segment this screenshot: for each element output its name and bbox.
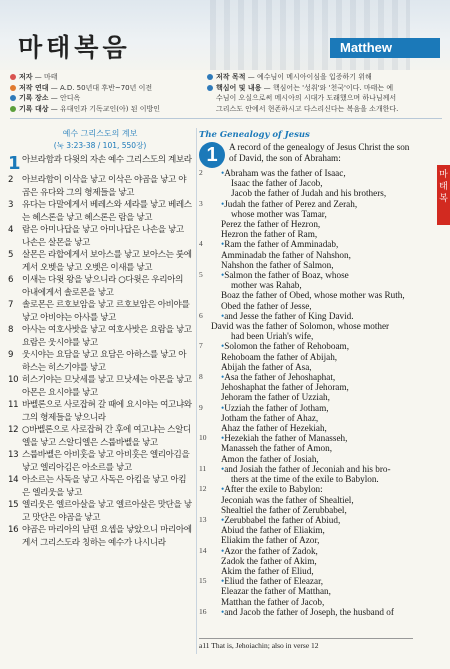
page-header [0,0,450,70]
english-verse-text: A record of the genealogy of Jesus Christ the son of David, the son of Abraham: [229,142,410,163]
line-text: Akim the father of Eliud, [221,565,314,576]
verse-number: 11 [8,400,19,410]
verse-number [199,362,211,372]
verse-bullet-icon: • [221,484,225,495]
line-text: Abraham was the father of Isaac, [224,168,346,178]
korean-verse-text: 아브라함과 다윗의 자손 예수 그리스도의 계보라 [22,155,192,165]
info-value: 안디옥 [59,94,81,102]
english-line [199,576,413,586]
english-line [199,403,413,413]
korean-verse-text: 아브라함이 이삭을 낳고 이삭은 야곱을 낳고 야곱은 유다와 그의 형제들을 낳고 [22,175,187,198]
verse-number [199,495,211,505]
english-line-text [211,219,413,229]
english-line-text [211,525,413,535]
english-line-text [211,556,413,566]
english-line-text [211,290,413,300]
verse-number: 14 [8,475,19,485]
korean-verse [8,154,192,174]
korean-verse [8,474,192,499]
english-section-heading: The Genealogy of Jesus [199,130,310,140]
info-indent [207,105,216,113]
verse-number-1: 1 [199,142,225,168]
line-text: and Jacob the father of Joseph, the husband of [224,606,394,617]
info-indent [207,94,216,102]
english-line-text [211,260,413,270]
english-line-text [211,576,413,586]
korean-verse [8,224,192,249]
line-text: Jehoram the father of Uzziah, [221,392,330,403]
line-text: Nahshon the father of Salmon, [221,259,334,270]
verse-number [199,382,211,392]
verse-number: 2 [199,168,203,177]
english-line-text [211,352,413,362]
korean-verse-text: 아소르는 사독을 낳고 사독은 아킴을 낳고 아킴은 엘리웃을 낳고 [22,475,187,498]
verse-number [199,525,211,535]
korean-verse-text: 솔로몬은 르호보암을 낳고 르호보암은 아비야를 낳고 아비야는 아사를 낳고 [22,300,190,323]
line-text: Eleazar the father of Matthan, [221,586,331,597]
verse-number [199,474,211,484]
book-info-right [207,72,447,114]
english-line [199,597,413,607]
line-text: Perez the father of Hezron, [221,219,321,230]
korean-cross-reference: (눅 3:23-38 / 101, 550장) [53,141,147,150]
line-text: Abiud the father of Eliakim, [221,525,325,536]
column-divider [196,128,197,654]
english-line [199,280,413,290]
book-info-left [10,72,200,114]
english-line-text [211,250,413,260]
line-text: Hezron the father of Ram, [221,229,318,240]
verse-number [199,392,211,402]
verse-bullet-icon: • [221,239,225,250]
verse-bullet-icon: • [221,168,225,178]
verse-number [199,290,211,300]
english-line-text [211,597,413,607]
english-line [199,209,413,219]
line-text: thers at the time of the exile to Babylon. [231,474,379,485]
line-text: Jehoshaphat the father of Jehoram, [221,382,349,393]
korean-verse-text: 살몬은 라합에게서 보아스를 낳고 보아스는 룻에게서 오벳을 낳고 오벳은 이새를 낳고 [22,250,192,273]
english-line [199,413,413,423]
verse-bullet-icon: • [221,198,225,209]
info-value: 유대인과 기독교인(아) 된 이방인 [59,104,160,113]
english-line-text [211,280,413,290]
verse-number [199,505,211,515]
verse-number: 6 [8,275,14,285]
line-text: and Jesse the father of King David. [224,310,354,321]
korean-verse-text: 유다는 다말에게서 베레스와 세라를 낳고 베레스는 헤스론을 낳고 헤스론은 람을 낳고 [22,200,192,223]
english-line-text [211,372,413,382]
footnote: a11 That is, Jehoiachin; also in verse 12 [199,638,413,650]
line-text: Shealtiel the father of Zerubbabel, [221,504,347,515]
info-key: 저작 연대 [19,83,49,92]
verse-number [199,331,211,341]
line-text: Azor the father of Zadok, [224,545,318,556]
verse-number: 15 [199,576,207,586]
english-line [199,464,413,474]
english-line-text [211,178,413,188]
info-key: 기록 대상 [19,104,49,113]
korean-verse-text: 바벨론으로 사로잡혀 갈 때에 요시야는 여고냐와 그의 형제들을 낳으니라 [22,400,192,423]
verse-number [199,443,211,453]
verse-number: 10 [199,433,207,443]
info-row: 저작 목적 — 예수님이 메시아이심을 입증하기 위해 [207,72,447,83]
english-line-text [211,321,413,331]
info-row: 기록 대상 — 유대인과 기독교인(아) 된 이방인 [10,104,200,115]
line-text: Ram the father of Amminadab, [224,239,339,250]
korean-section-heading: 예수 그리스도의 계보 [62,129,138,138]
line-text: Asa the father of Jehoshaphat, [224,372,336,383]
korean-verse-text: 야곱은 마리아의 남편 요셉을 낳았으니 마리아에게서 그리스도라 칭하는 예수가 나시니라 [22,525,192,548]
english-line [199,219,413,229]
verse-number: 7 [199,341,203,351]
line-text: mother was Rahab, [231,280,302,291]
verse-number [199,250,211,260]
line-text: Solomon the father of Rehoboam, [224,341,349,352]
info-key: 핵심어 및 내용 [216,83,262,92]
info-bullet-icon [10,106,16,112]
line-text: Abijah the father of Asa, [221,361,312,372]
korean-verse [8,199,192,224]
english-line [199,515,413,525]
english-line [199,392,413,402]
korean-verse [8,324,192,349]
verse-number: 10 [8,375,19,385]
line-text: Ahaz the father of Hezekiah, [221,423,327,434]
verse-number [199,556,211,566]
verse-bullet-icon: • [221,545,225,556]
line-text: Rehoboam the father of Abijah, [221,351,338,362]
english-column [199,130,413,617]
english-line-text [211,454,413,464]
verse-number: 16 [8,525,19,535]
english-line-text [211,209,413,219]
info-bullet-icon [207,85,213,91]
english-line [199,382,413,392]
line-text: Hezekiah the father of Manasseh, [224,433,348,444]
english-line-text [211,301,413,311]
line-text: Zerubbabel the father of Abiud, [224,514,341,525]
english-line [199,525,413,535]
verse-number: 9 [8,350,14,360]
english-line [199,188,413,198]
info-bullet-icon [207,74,213,80]
english-line [199,229,413,239]
verse-number: 2 [8,175,14,185]
verse-number [199,178,211,188]
english-line-text [211,474,413,484]
info-value: 핵심어는 '성취'와 '천국'이다. 마태는 예 [272,83,394,92]
verse-number: 15 [8,500,19,510]
english-line [199,546,413,556]
info-bullet-icon [10,85,16,91]
verse-bullet-icon: • [221,576,225,587]
english-line [199,495,413,505]
verse-number: 11 [199,463,207,473]
korean-column [8,128,192,549]
info-key: 저작 목적 [216,73,246,81]
english-line-text [211,311,413,321]
english-line [199,505,413,515]
english-line-text [211,607,413,617]
korean-verse-text: 웃시야는 요담을 낳고 요담은 아하스를 낳고 아하스는 히스기야를 낳고 [22,350,187,373]
english-line [199,433,413,443]
line-text: Amminadab the father of Nahshon, [221,249,351,260]
english-line-text [211,515,413,525]
english-line [199,168,413,178]
korean-verse-text: 엘리웃은 엘르아살을 낳고 엘르아살은 맛단을 낳고 맛단은 야곱을 낳고 [22,500,192,523]
info-value: A.D. 50년대 후반~70년 이전 [59,83,153,92]
korean-verse [8,299,192,324]
verse-bullet-icon: • [221,402,225,413]
korean-verse [8,174,192,199]
verse-number: 12 [199,484,207,494]
line-text: After the exile to Babylon: [224,484,323,495]
english-line-text [211,229,413,239]
verse-number [199,454,211,464]
korean-verse-text: 이새는 다윗 왕을 낳으니라 ○다윗은 우리아의 아내에게서 솔로몬을 낳고 [22,275,183,298]
info-key: 기록 장소 [19,94,49,102]
verse-bullet-icon: • [221,341,225,352]
verse-number: 3 [199,198,203,208]
english-line-text [211,382,413,392]
verse-number [199,321,211,331]
english-line [199,260,413,270]
korean-verse [8,399,192,424]
book-side-tab[interactable]: 마태복 [437,165,450,225]
verse-number: 13 [199,514,207,524]
verse-number [199,535,211,545]
english-line [199,423,413,433]
english-line [199,454,413,464]
line-text: whose mother was Tamar, [231,208,327,219]
korean-verse [8,349,192,374]
verse-number [199,229,211,239]
info-row: 핵심어 및 내용 — 핵심어는 '성취'와 '천국'이다. 마태는 예 [207,83,447,94]
english-line-text [211,505,413,515]
verse-number: 12 [8,425,19,435]
verse-number [199,301,211,311]
line-text: Amon the father of Josiah, [221,453,319,464]
verse-number [199,260,211,270]
english-line-text [211,403,413,413]
verse-number [199,280,211,290]
info-key: 저자 [19,73,33,81]
verse-bullet-icon: • [221,372,225,383]
english-line [199,556,413,566]
info-value: 수님이 오실으로써 메시아의 시대가 도래했으며 하나님께서 [216,94,397,102]
english-line-text [211,331,413,341]
line-text: Isaac the father of Jacob, [231,178,323,189]
verse-number [199,219,211,229]
english-line-text [211,239,413,249]
english-line [199,372,413,382]
english-line-text [211,484,413,494]
english-line [199,321,413,331]
info-row: 저자 — 마태 [10,72,200,83]
verse-number: 4 [8,225,14,235]
verse-bullet-icon: • [221,310,225,321]
line-text: Zadok the father of Akim, [221,555,317,566]
verse-number: 5 [199,270,203,280]
info-value: 예수님이 메시아이심을 입증하기 위해 [256,73,372,81]
english-line-text [211,270,413,280]
english-book-title: Matthew [330,38,440,58]
korean-verse-text: 스룹바벨은 아비훗을 낳고 아비훗은 엘리아김을 낳고 엘리아김은 아소르를 낳고 [22,450,190,473]
english-line [199,352,413,362]
info-value: 마태 [43,73,58,81]
verse-number: 5 [8,250,14,260]
header-divider [10,118,442,119]
korean-verse [8,424,192,449]
verse-number: 4 [199,239,203,249]
english-line-text [211,423,413,433]
english-line [199,566,413,576]
english-line [199,474,413,484]
line-text: Eliud the father of Eleazar, [224,576,324,587]
info-bullet-icon [10,95,16,101]
info-row [207,93,447,104]
verse-bullet-icon: • [221,463,225,474]
line-text: Obed the father of Jesse, [221,300,312,311]
verse-bullet-icon: • [221,606,225,617]
verse-number [199,413,211,423]
line-text: and Josiah the father of Jeconiah and his bro- [224,463,391,474]
book-title: 마태복음 [18,33,131,62]
verse-number [199,352,211,362]
english-line-text [211,413,413,423]
verse-number: 7 [8,300,14,310]
info-row: 기록 장소 — 안디옥 [10,93,200,104]
korean-verse-text: 람은 아미나답을 낳고 아미나답은 나손을 낳고 나손은 살몬을 낳고 [22,225,184,248]
english-line [199,301,413,311]
english-line [199,586,413,596]
verse-bullet-icon: • [221,270,225,281]
korean-verse [8,374,192,399]
english-line-text [211,546,413,556]
verse-number: 1 [8,153,21,174]
english-line [199,290,413,300]
korean-verse [8,274,192,299]
english-line-text [211,392,413,402]
verse-number: 6 [199,310,203,320]
line-text: Salmon the father of Boaz, whose [224,270,349,281]
verse-number: 14 [199,545,207,555]
line-text: Matthan the father of Jacob, [221,596,325,607]
verse-number: 3 [8,200,14,210]
header-building-image [210,0,410,70]
english-line-text [211,188,413,198]
verse-number [199,566,211,576]
english-line-text [211,341,413,351]
line-text: Jeconiah was the father of Shealtiel, [221,494,354,505]
info-row: 저작 연대 — A.D. 50년대 후반~70년 이전 [10,83,200,94]
english-line-text [211,586,413,596]
korean-verse-text: ○바벨론으로 사로잡혀 간 후에 여고냐는 스알디엘을 낳고 스알디엘은 스룹바벨을 낳고 [22,425,191,448]
line-text: Manasseh the father of Amon, [221,443,332,454]
english-line [199,178,413,188]
line-text: Jotham the father of Ahaz, [221,412,319,423]
english-line [199,362,413,372]
english-line-text [211,566,413,576]
line-text: David was the father of Solomon, whose mother [211,321,390,332]
english-line [199,443,413,453]
verse-bullet-icon: • [221,433,225,444]
info-bullet-icon [10,74,16,80]
english-line [199,270,413,280]
korean-verse-text: 아사는 여호사밧을 낳고 여호사밧은 요람을 낳고 요람은 웃시야를 낳고 [22,325,192,348]
english-line-text [211,443,413,453]
verse-number [199,188,211,198]
verse-number [199,586,211,596]
english-line [199,341,413,351]
line-text: Jacob the father of Judah and his brothers, [231,188,387,199]
korean-verse [8,499,192,524]
english-line [199,250,413,260]
english-line [199,199,413,209]
verse-number: 16 [199,606,207,616]
line-text: Eliakim the father of Azor, [221,535,320,546]
english-line [199,535,413,545]
english-line-text [211,464,413,474]
verse-number [199,423,211,433]
korean-verse [8,524,192,549]
english-line [199,331,413,341]
english-line [199,607,413,617]
english-line-text [211,495,413,505]
korean-verse [8,249,192,274]
english-line [199,239,413,249]
verse-number: 13 [8,450,19,460]
verse-number: 8 [199,372,203,382]
verse-bullet-icon: • [221,514,225,525]
english-line [199,484,413,494]
english-line [199,311,413,321]
line-text: had been Uriah's wife, [231,331,314,342]
verse-number [199,597,211,607]
english-verse-1 [199,142,413,168]
korean-verse [8,449,192,474]
verse-number: 8 [8,325,14,335]
line-text: Judah the father of Perez and Zerah, [224,198,358,209]
english-line-text [211,362,413,372]
info-value: 그리스도 안에서 현존하시고 다스리신다는 복음을 소개한다. [216,104,399,113]
korean-verse-text: 히스기야는 므낫세를 낳고 므낫세는 아몬을 낳고 아몬은 요시야를 낳고 [22,375,192,398]
info-row [207,104,447,115]
english-line-text [211,199,413,209]
line-text: Uzziah the father of Jotham, [224,402,329,413]
english-line-text [211,168,413,178]
english-line-text [211,535,413,545]
line-text: Boaz the father of Obed, whose mother was Ruth, [221,290,405,301]
verse-number [199,209,211,219]
english-line-text [211,433,413,443]
verse-number: 9 [199,402,203,412]
